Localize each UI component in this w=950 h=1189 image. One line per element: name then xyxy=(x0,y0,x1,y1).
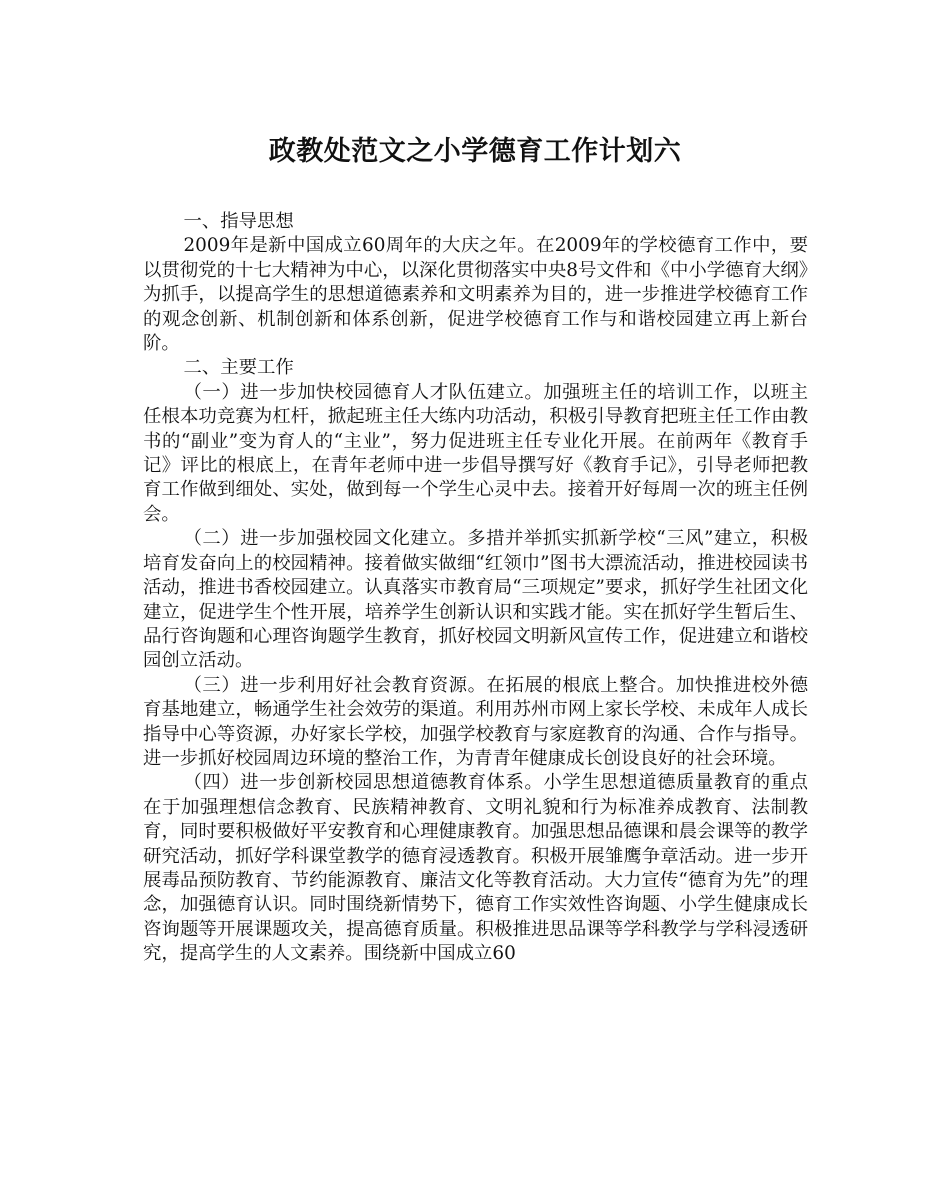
section-heading-main-work: 二、主要工作 xyxy=(183,357,294,379)
paragraph-work-item-3: （三）进一步利用好社会教育资源。在拓展的根底上整合。加快推进校外德育基地建立，畅通学生社会效劳的渠道。利用苏州市网上家长学校、未成年人成长指导中心等资源，办好家长学校，加强学校教育与家庭教育的沟通、合作与指导。进一步抓好校园周边环境的整治工作，为青青年健康成长创设良好的社会环境。 xyxy=(143,674,808,769)
document-body xyxy=(143,210,808,967)
paragraph-work-item-2: （二）进一步加强校园文化建立。多措并举抓实抓新学校“三风”建立，积极培育发奋向上的校园精神。接着做实做细“红领巾”图书大漂流活动，推进校园读书活动，推进书香校园建立。认真落实市教育局“三项规定”要求，抓好学生社团文化建立，促进学生个性开展，培养学生创新认识和实践才能。实在抓好学生暂后生、品行咨询题和心理咨询题学生教育，抓好校园文明新风宣传工作，促进建立和谐校园创立活动。 xyxy=(143,528,808,672)
section-heading-guiding-ideology: 一、指导思想 xyxy=(183,211,294,232)
document-title: 政教处范文之小学德育工作计划六 xyxy=(268,136,682,167)
paragraph-work-item-1: （一）进一步加快校园德育人才队伍建立。加强班主任的培训工作，以班主任根本功竞赛为杠杆，掀起班主任大练内功活动，积极引导教育把班主任工作由教书的“副业”变为育人的“主业”，努力促进班主任专业化开展。在前两年《教育手记》评比的根底上，在青年老师中进一步倡导撰写好《教育手记》，引导老师把教育工作做到细处、实处，做到每一个学生心灵中去。接着开好每周一次的班主任例会。 xyxy=(143,381,808,525)
paragraph-work-item-4: （四）进一步创新校园思想道德教育体系。小学生思想道德质量教育的重点在于加强理想信念教育、民族精神教育、文明礼貌和行为标准养成教育、法制教育，同时要积极做好平安教育和心理健康教育。加强思想品德课和晨会课等的教学研究活动，抓好学科课堂教学的德育浸透教育。积极开展雏鹰争章活动。进一步开展毒品预防教育、节约能源教育、廉洁文化等教育活动。大力宣传“德育为先”的理念，加强德育认识。同时围绕新情势下，德育工作实效性咨询题、小学生健康成长咨询题等开展课题攻关，提高德育质量。积极推进思品课等学科教学与学科浸透研究，提高学生的人文素养。围绕新中国成立60 xyxy=(143,772,808,965)
paragraph-guiding-ideology: 2009年是新中国成立60周年的大庆之年。在2009年的学校德育工作中，要以贯彻党的十七大精神为中心，以深化贯彻落实中央8号文件和《中小学德育大纲》为抓手，以提高学生的思想道德素养和文明素养为目的，进一步推进学校德育工作的观念创新、机制创新和体系创新，促进学校德育工作与和谐校园建立再上新台阶。 xyxy=(143,235,808,355)
